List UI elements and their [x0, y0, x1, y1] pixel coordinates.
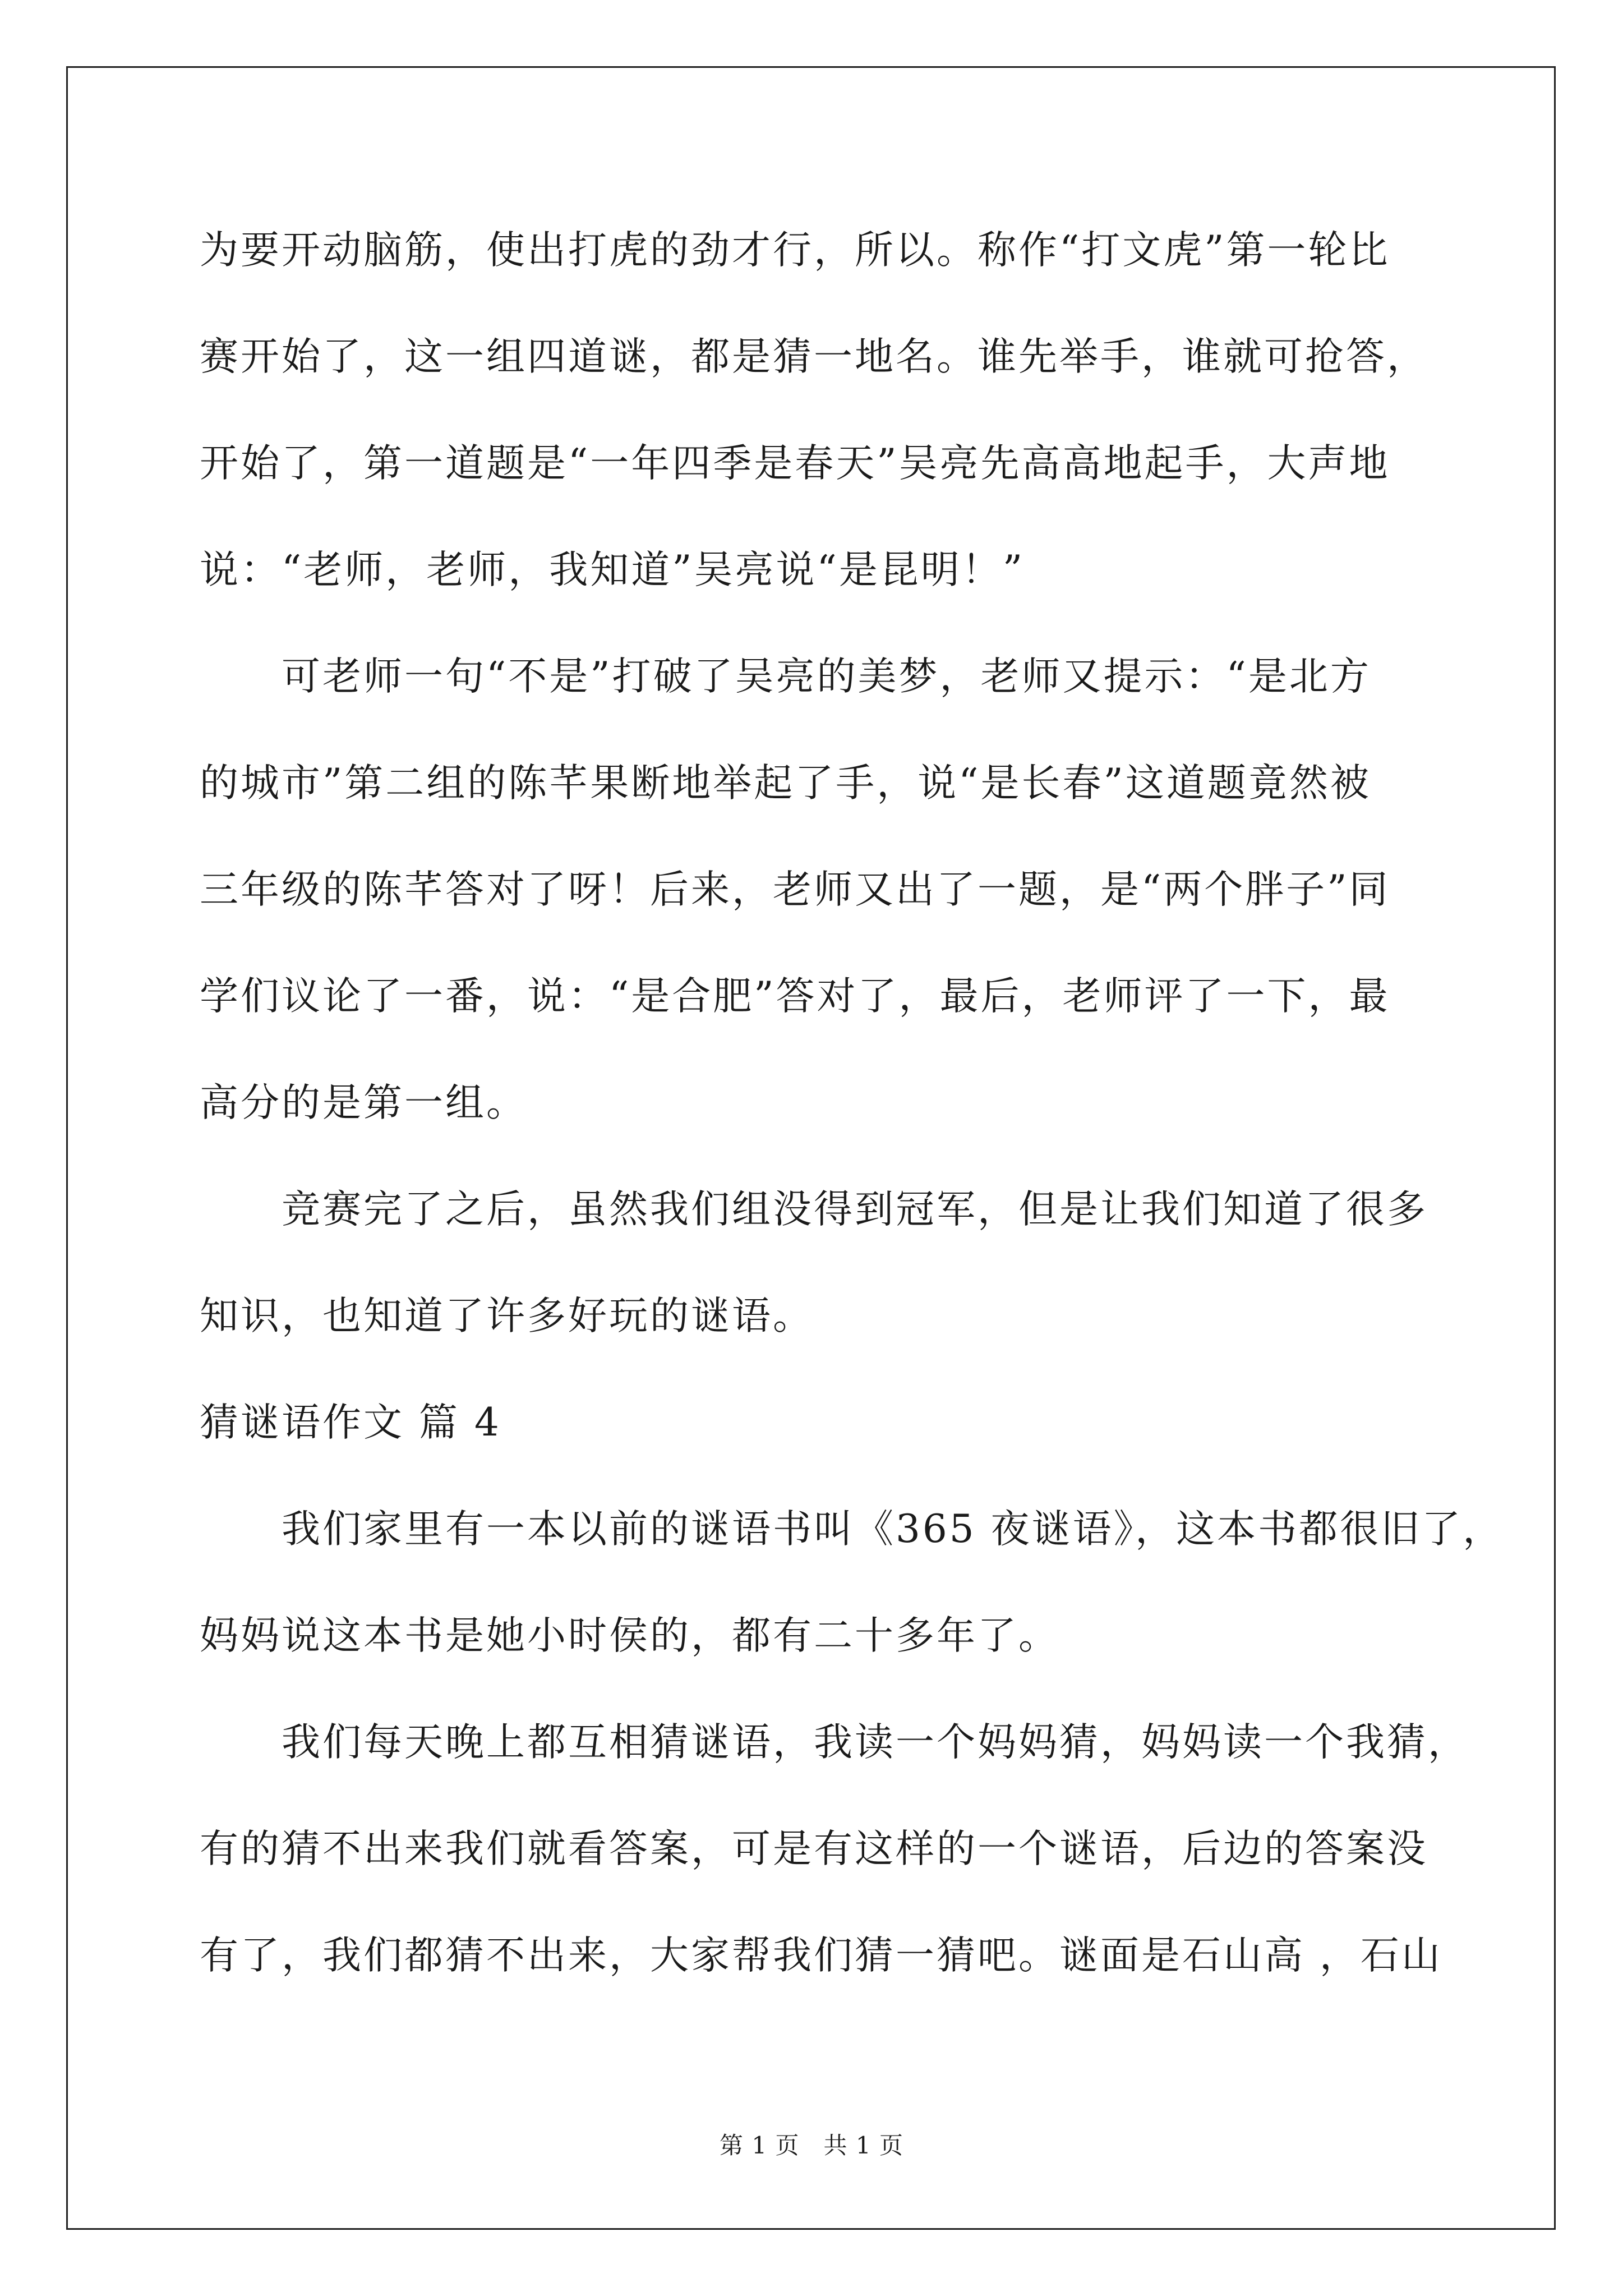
- text-line: 有的猜不出来我们就看答案，可是有这样的一个谜语，后边的答案没: [200, 1826, 1428, 1871]
- text-line: 开始了，第一道题是“一年四季是春天”吴亮先高高地起手，大声地: [200, 441, 1390, 486]
- text-line: 为要开动脑筋，使出打虎的劲才行，所以。称作“打文虎”第一轮比: [200, 228, 1390, 273]
- text-line: 说：“老师，老师，我知道”吴亮说“是昆明！”: [200, 547, 1025, 592]
- text-line: 三年级的陈芊答对了呀！后来，老师又出了一题，是“两个胖子”同: [200, 867, 1390, 912]
- text-line: 的城市”第二组的陈芊果断地举起了手，说“是长春”这道题竟然被: [200, 761, 1371, 806]
- text-line: 我们家里有一本以前的谜语书叫《365 夜谜语》，这本书都很旧了，: [282, 1507, 1504, 1552]
- section-heading: 猜谜语作文 篇 4: [200, 1400, 501, 1445]
- text-line: 赛开始了，这一组四道谜，都是猜一地名。谁先举手，谁就可抢答，: [200, 334, 1428, 379]
- text-line: 高分的是第一组。: [200, 1080, 527, 1125]
- text-line: 可老师一句“不是”打破了吴亮的美梦，老师又提示：“是北方: [282, 654, 1371, 699]
- text-line: 我们每天晚上都互相猜谜语，我读一个妈妈猜，妈妈读一个我猜，: [282, 1720, 1469, 1765]
- text-line: 学们议论了一番，说：“是合肥”答对了，最后，老师评了一下，最: [200, 974, 1390, 1019]
- text-line: 妈妈说这本书是她小时侯的，都有二十多年了。: [200, 1613, 1059, 1658]
- text-line: 竞赛完了之后，虽然我们组没得到冠军，但是让我们知道了很多: [282, 1187, 1428, 1232]
- document-body: [200, 222, 1504, 2034]
- text-line: 有了，我们都猜不出来，大家帮我们猜一猜吧。谜面是石山高 ，石山: [200, 1933, 1442, 1978]
- text-line: 知识，也知道了许多好玩的谜语。: [200, 1294, 814, 1338]
- page-footer: 第 1 页 共 1 页: [720, 2132, 903, 2159]
